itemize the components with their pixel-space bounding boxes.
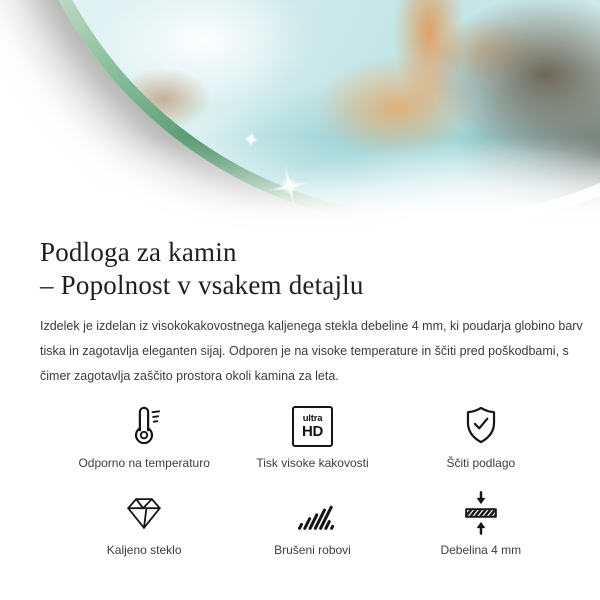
page-title-line2: – Popolnost v vsakem detajlu — [40, 270, 364, 300]
feature-item-brushed-edges — [228, 490, 396, 557]
page-title — [40, 236, 585, 302]
features-grid — [40, 403, 585, 557]
diamond-icon — [121, 490, 167, 536]
feature-label: Odporno na temperaturo — [78, 456, 210, 470]
brushed-edges-icon — [289, 490, 335, 536]
shield-check-icon — [458, 403, 504, 449]
feature-item-temperature — [60, 403, 228, 470]
thermometer-icon — [121, 403, 167, 449]
sparkle-core — [245, 133, 256, 144]
ultra-hd-icon — [292, 403, 333, 449]
page-title-line1: Podloga za kamin — [40, 237, 237, 267]
feature-label: Ščiti podlago — [446, 456, 516, 470]
feature-item-thickness — [397, 490, 565, 557]
sparkle-icon — [242, 130, 260, 148]
product-description: Izdelek je izdelan iz visokokakovostnega kaljenega stekla debeline 4 mm, ki poudarja globino barv tiska in zagotavlja eleganten sijaj. Odporen je na visoke temperature in ščiti pred poškodbami, s čimer zagotavlja zaščito prostora okoli kamina za leta. — [40, 319, 583, 383]
ultra-hd-text-bottom: HD — [301, 422, 324, 440]
product-photo — [0, 0, 600, 236]
thickness-icon — [458, 490, 504, 536]
feature-label: Kaljeno steklo — [106, 543, 182, 557]
feature-item-protection — [397, 403, 565, 470]
ultra-hd-text-top: ultra — [302, 412, 323, 424]
feature-item-print-quality — [228, 403, 396, 470]
content-section — [0, 236, 600, 557]
feature-item-tempered-glass — [60, 490, 228, 557]
sparkle-icon — [263, 160, 315, 212]
feature-label: Brušeni robovi — [274, 543, 351, 557]
sparkle-core — [278, 175, 299, 196]
feature-label: Debelina 4 mm — [440, 543, 522, 557]
feature-label: Tisk visoke kakovosti — [256, 456, 369, 470]
